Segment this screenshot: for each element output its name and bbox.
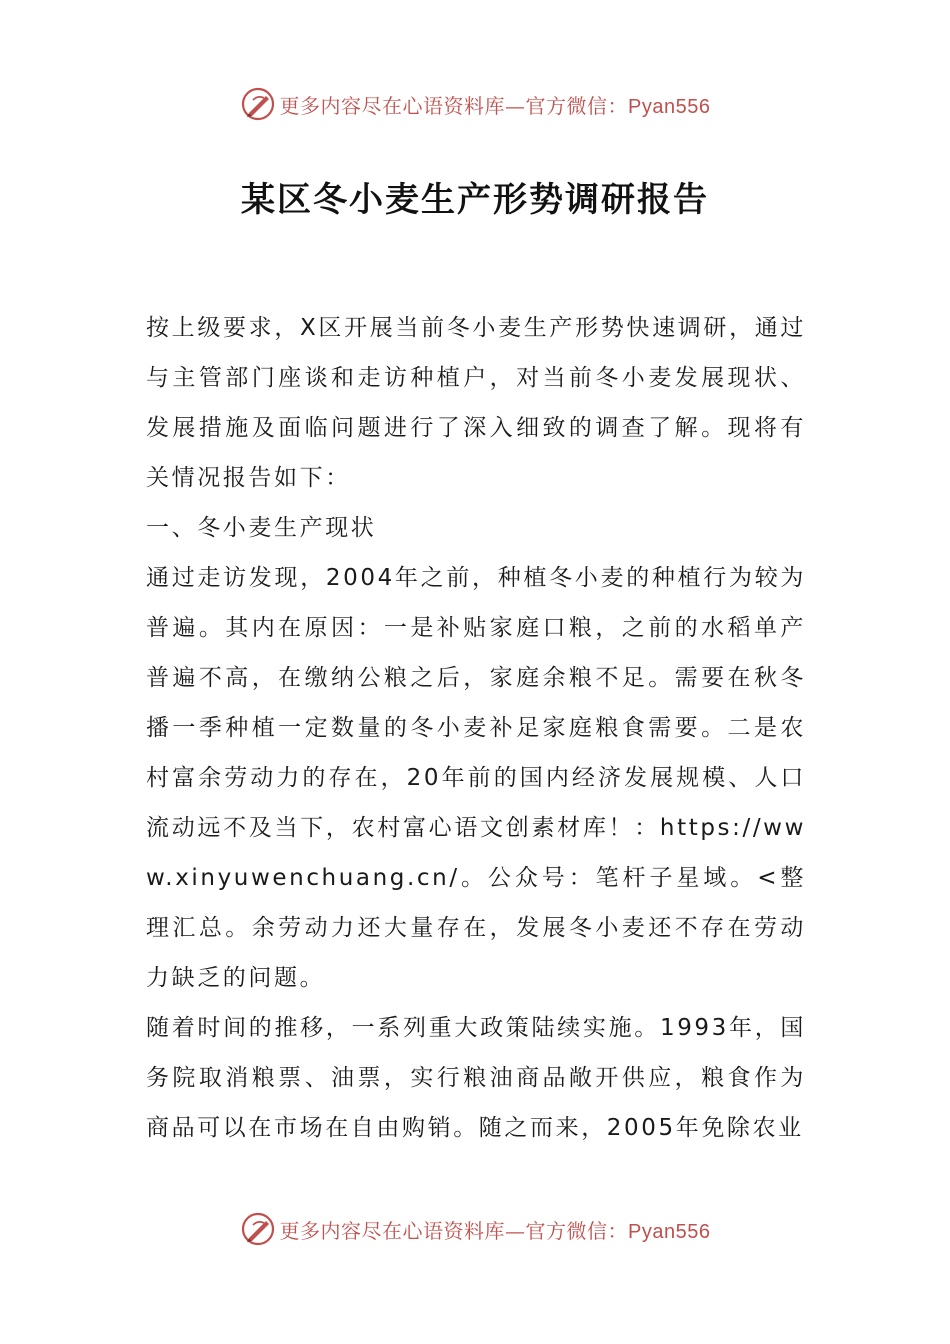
wechat-id: Pyan556 bbox=[628, 95, 711, 118]
banner-text: 更多内容尽在心语资料库—官方微信：Pyan556 bbox=[279, 93, 711, 118]
header-banner bbox=[0, 84, 950, 124]
paragraph-intro: 按上级要求，X区开展当前冬小麦生产形势快速调研，通过与主管部门座谈和走访种植户，对当前冬小麦发展现状、发展措施及面临问题进行了深入细致的调查了解。现将有关情况报告如下： bbox=[146, 315, 806, 491]
footer-banner bbox=[0, 1209, 950, 1249]
paragraph-policy: 随着时间的推移，一系列重大政策陆续实施。1993年，国务院取消粮票、油票，实行粮油商品敞开供应，粮食作为商品可以在市场在自由购销。随之而来，2005年免除农业 bbox=[146, 1015, 806, 1141]
document-body bbox=[146, 303, 806, 1153]
banner-text: 更多内容尽在心语资料库—官方微信：Pyan556 bbox=[279, 1218, 711, 1243]
document-title: 某区冬小麦生产形势调研报告 bbox=[241, 180, 709, 220]
section-heading: 一、冬小麦生产现状 bbox=[146, 515, 377, 541]
pen-logo-icon bbox=[240, 1211, 276, 1247]
pen-logo-icon bbox=[240, 86, 276, 122]
paragraph-status: 通过走访发现，2004年之前，种植冬小麦的种植行为较为普遍。其内在原因：一是补贴家庭口粮，之前的水稻单产普遍不高，在缴纳公粮之后，家庭余粮不足。需要在秋冬播一季种植一定数量的冬小麦补足家庭粮食需要。二是农村富余劳动力的存在，20年前的国内经济发展规模、人口流动远不及当下，农村富心语文创素材库！：https://www.xinyuwenchuang.cn/。公众号：笔杆子星域。<整理汇总。余劳动力还大量存在，发展冬小麦还不存在劳动力缺乏的问题。 bbox=[146, 565, 806, 991]
wechat-id: Pyan556 bbox=[628, 1220, 711, 1243]
